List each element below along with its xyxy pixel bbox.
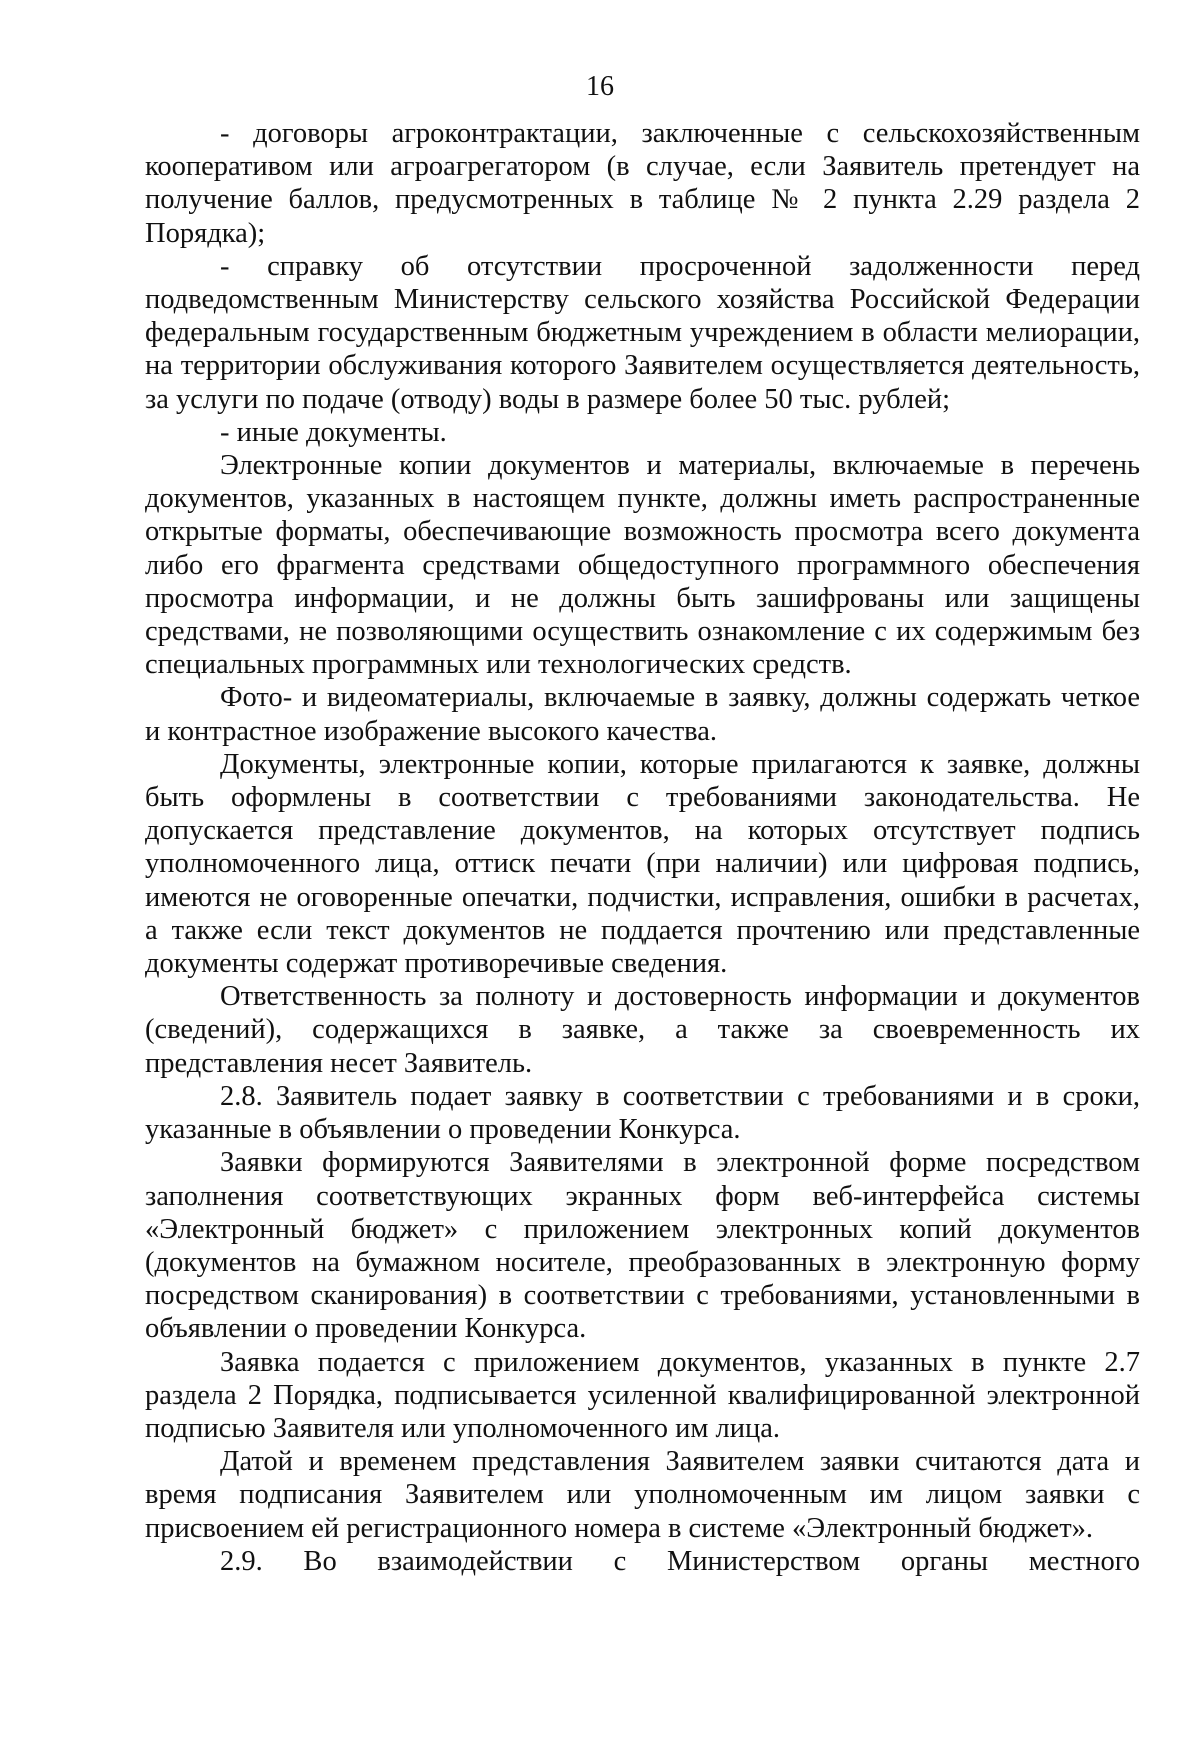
paragraph-document-requirements: Документы, электронные копии, которые прилагаются к заявке, должны быть оформлены в соответствии с требованиями законодательства. Не допускается представление документов, на которых отсутствует подпись уполномоченного лица, оттиск печати (при наличии) или цифровая подпись, имеются не оговоренные опечатки, подчистки, исправления, ошибки в расчетах, а также если текст документов не поддается прочтению или представленные документы содержат противоречивые сведения. [145, 748, 1140, 980]
paragraph-2-9: 2.9. Во взаимодействии с Министерством органы местного [220, 1545, 1140, 1577]
paragraph-responsibility: Ответственность за полноту и достоверность информации и документов (сведений), содержащихся в заявке, а также за своевременность их представления несет Заявитель. [145, 981, 1140, 1079]
paragraph-other-documents: - иные документы. [220, 416, 447, 448]
paragraph-application-forming: Заявки формируются Заявителями в электронной форме посредством заполнения соответствующих экранных форм веб-интерфейса системы «Электронный бюджет» с приложением электронных копий документов (документов на бумажном носителе, преобразованных в электронную форму посредством сканирования) в соответствии с требованиями, установленными в объявлении о проведении Конкурса. [145, 1147, 1140, 1345]
paragraph-application-submission: Заявка подается с приложением документов, указанных в пункте 2.7 раздела 2 Порядка, подписывается усиленной квалифицированной электронной подписью Заявителя или уполномоченного им лица. [145, 1346, 1140, 1444]
document-body [145, 117, 1140, 1578]
paragraph-agrocontracts: - договоры агроконтрактации, заключенные с сельскохозяйственным кооперативом или агроагрегатором (в случае, если Заявитель претендует на получение баллов, предусмотренных в таблице № 2 пункта 2.29 раздела 2 Порядка); [145, 118, 1140, 249]
paragraph-submission-date: Датой и временем представления Заявителем заявки считаются дата и время подписания Заявителем или уполномоченным им лицом заявки с присвоением ей регистрационного номера в системе «Электронный бюджет». [145, 1446, 1140, 1544]
paragraph-electronic-copies: Электронные копии документов и материалы, включаемые в перечень документов, указанных в настоящем пункте, должны иметь распространенные открытые форматы, обеспечивающие возможность просмотра всего документа либо его фрагмента средствами общедоступного программного обеспечения просмотра информации, и не должны быть зашифрованы или защищены средствами, не позволяющими осуществить ознакомление с их содержимым без специальных программных или технологических средств. [145, 450, 1140, 681]
paragraph-2-8: 2.8. Заявитель подает заявку в соответствии с требованиями и в сроки, указанные в объявлении о проведении Конкурса. [145, 1080, 1140, 1146]
paragraph-debt-certificate: - справку об отсутствии просроченной задолженности перед подведомственным Министерству сельского хозяйства Российской Федерации федеральным государственным бюджетным учреждением в области мелиорации, на территории обслуживания которого Заявителем осуществляется деятельность, за услуги по подаче (отводу) воды в размере более 50 тыс. рублей; [145, 250, 1140, 415]
paragraph-photo-video: Фото- и видеоматериалы, включаемые в заявку, должны содержать четкое и контрастное изображение высокого качества. [145, 682, 1140, 747]
page-number: 16 [586, 71, 614, 102]
